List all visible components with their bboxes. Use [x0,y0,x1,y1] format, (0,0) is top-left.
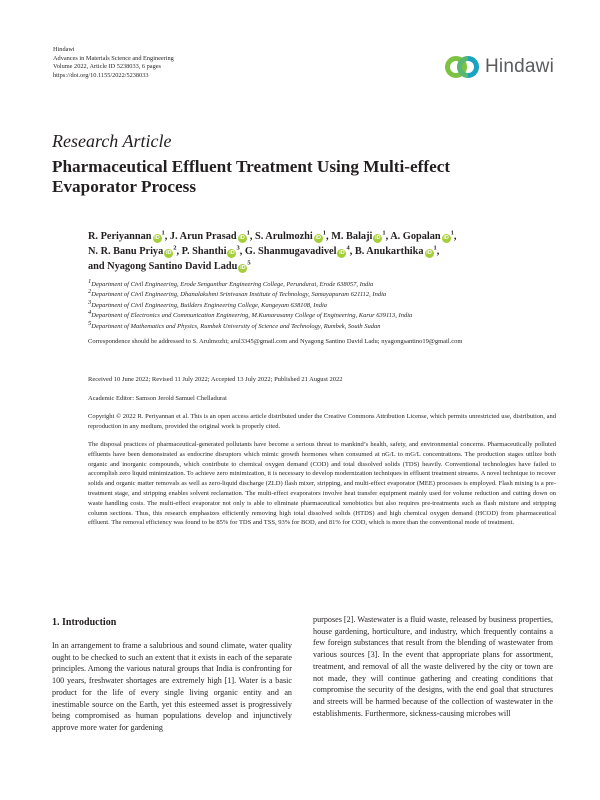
volume-line: Volume 2022, Article ID 5238033, 6 pages [53,63,161,71]
affiliation-text: Department of Civil Engineering, Erode Sengunthar Engineering College, Perundurai, Erode 638057, India [91,281,374,288]
orcid-icon[interactable]: iD [239,235,245,241]
journal-info [53,46,313,80]
author-name[interactable]: P. Shanthi [181,246,227,258]
affiliation [88,298,578,311]
orcid-icon[interactable]: iD [443,235,449,241]
author-separator: , [326,231,332,242]
author-separator: , [176,246,182,258]
author-separator: , [239,246,245,258]
affiliation-text: Department of Civil Engineering, Dhanalakshmi Srinivasan Institute of Technology, Samayapuram 621112, India [91,291,387,299]
author-affiliation-mark: 1 [161,229,165,237]
author-separator: , [453,231,457,242]
affiliation [88,277,578,290]
orcid-icon[interactable]: iD [375,235,381,241]
author [88,246,182,257]
article-title: Pharmaceutical Effluent Treatment Using Multi-effect Evaporator Process [52,157,451,196]
author [170,231,255,242]
orcid-icon[interactable]: iD [240,265,246,272]
correspondence: Correspondence should be addressed to S. Arulmozhi; arul3345@gmail.com and Nyagong Santino David Ladu; nyagongsantino19@gmail.com [88,338,463,345]
author-affiliation-mark: 1 [382,229,386,237]
affiliation-number: 4 [88,309,92,317]
abstract: The disposal practices of pharmaceutical-generated pollutants have become a serious threat to mankind’s health, safety, and environmental concerns. Pharmaceutically polluted effluents have been demonstrated as endocrine disruptors which mimic growth hormones when consumed at nG/L to mG/L concentrations. The production stages utilize both organic and inorganic compounds, which contribute to chemical oxygen demand (COD) and total dissolved solids (TDS) heavily. Conventional technologies have failed to accomplish zero liquid minimization. To achieve zero minimization, it is necessary to develop modernization techniques in effluent treatment streams. A novel technique to recover solids and organic matter removals as well as zero-liquid discharge (ZLD) flash mixer, stripping, and multi-effect evaporator (MEE) processes is employed. Flash mixing is a pre-treatment stage, and stripping enables solvent reclamation. The multi-effect evaporators involve heat transfer equipment mainly used for volume reduction and cutting down on waste handling costs. The multi-effect evaporator not only is able to eliminate pharmaceutical xenobiotics but also requires pre-treatments such as flash mixture and stripping column sections. Thus, this research emphasizes efficiently removing high total dissolved solids (HTDS) and high chemical oxygen demand (HCOD) from pharmaceutical effluent. The removal efficiency was found to be 85% for TDS and TSS, 93% for BOD, and 81% for COD, which is more than the conventional mode of treatment. [88,441,556,527]
orcid-icon[interactable]: iD [154,235,160,241]
orcid-icon[interactable]: iD [339,250,345,257]
journal-name: Advances in Materials Science and Engineering [53,54,174,62]
author [182,246,245,257]
author-affiliation-mark: 2 [173,244,177,252]
author-list [88,229,568,275]
doi-link[interactable]: https://doi.org/10.1155/2022/5238033 [53,71,149,79]
article-type: Research Article [52,131,172,151]
hindawi-logo-icon [444,55,480,79]
author-affiliation-mark: 1 [450,229,454,237]
author-affiliation-mark: 1 [433,244,437,252]
affiliation-text: Department of Mathematics and Physics, Rumbek University of Science and Technology, Rumbek, South Sudan [91,322,381,330]
intro-right-column: purposes [2]. Wastewater is a fluid waste, released by business properties, house gardening, horticulture, and industry, which frequently contains a few foreign substances that result from the blending of wastewater from various sources [3]. In the event that appropriate plans for assortment, treatment, and removal of all the waste delivered by the city or town are not made, they will continue gathering and creating conditions that compromise the security of the designs, with the end goal that structures and streets will be harmed because of the collection of wastewater in the establishments. Furthermore, sickness-causing microbes will [313,615,553,718]
author-name[interactable]: B. Anukarthika [354,246,424,258]
author-separator: , [349,246,355,258]
orcid-icon[interactable]: iD [165,250,172,257]
orcid-icon[interactable]: iD [315,235,322,241]
author-name[interactable]: N. R. Banu Priya [88,246,164,258]
orcid-icon[interactable]: iD [426,250,432,257]
author [255,231,331,242]
author-affiliation-mark: 4 [346,244,350,252]
affiliation [88,311,578,321]
section-heading [52,617,116,629]
author-name[interactable]: G. Shanmugavadivel [244,246,337,258]
orcid-icon[interactable]: iD [229,250,235,257]
affiliation-number: 1 [88,277,92,285]
publication-dates: Received 10 June 2022; Revised 11 July 2022; Accepted 13 July 2022; Published 21 August 2022 [88,376,343,383]
author-separator: , [436,246,440,258]
author [390,231,456,242]
affiliation-text: Department of Electronics and Communication Engineering, M.Kumarasamy College of Engineering, Karur 639113, India [91,312,413,320]
section-number: 1. [52,617,60,628]
author-name[interactable]: M. Balaji [331,231,373,242]
author-separator: , [385,231,391,242]
author-separator: , [249,231,255,242]
author [88,261,251,272]
affiliation-list [88,277,578,332]
hindawi-logo[interactable] [444,52,554,82]
affiliation-number: 3 [88,298,92,306]
author-name[interactable]: J. Arun Prasad [169,231,237,242]
author-affiliation-mark: 1 [322,229,327,237]
author-name[interactable]: A. Gopalan [390,231,441,242]
publisher-name: Hindawi [53,46,75,53]
author [331,231,390,242]
author [88,231,170,242]
author-separator: , [164,231,170,242]
author-affiliation-mark: 3 [236,244,240,252]
affiliation-number: 5 [88,319,92,327]
affiliation-number: 2 [88,288,92,296]
intro-left-column: In an arrangement to frame a salubrious and sound climate, water quality ought to be checked to such an extent that it exists in each of the separate principles. Among the various natural groups that India is confronting for 100 years, freshwater shortages are extremely high [1]. Water is a basic product for the life of every single living organic entity and an inestimable source on the Earth, yet this esteemed asset is progressively being compromised as human populations develop and injunctively approve more water for gardening [52,641,292,732]
affiliation [88,290,578,300]
copyright-notice: Copyright © 2022 R. Periyannan et al. This is an open access article distributed under the Creative Commons Attribution License, which permits unrestricted use, distribution, and reproduction in any medium, provided the original work is properly cited. [88,413,556,430]
author-name[interactable]: S. Arulmozhi [254,231,313,242]
author-name[interactable]: R. Periyannan [88,231,152,242]
section-title: Introduction [62,617,117,628]
author [245,246,355,257]
logo-text: Hindawi [485,56,554,77]
affiliation-text: Department of Civil Engineering, Builders Engineering College, Kangeyam 638108, India [91,301,328,309]
author-name[interactable]: and Nyagong Santino David Ladu [88,261,238,273]
academic-editor: Academic Editor: Samson Jerold Samuel Chelladurai [88,395,227,402]
affiliation [88,319,578,332]
author-affiliation-mark: 1 [246,229,250,237]
author [355,246,440,257]
author-affiliation-mark: 5 [247,259,251,267]
